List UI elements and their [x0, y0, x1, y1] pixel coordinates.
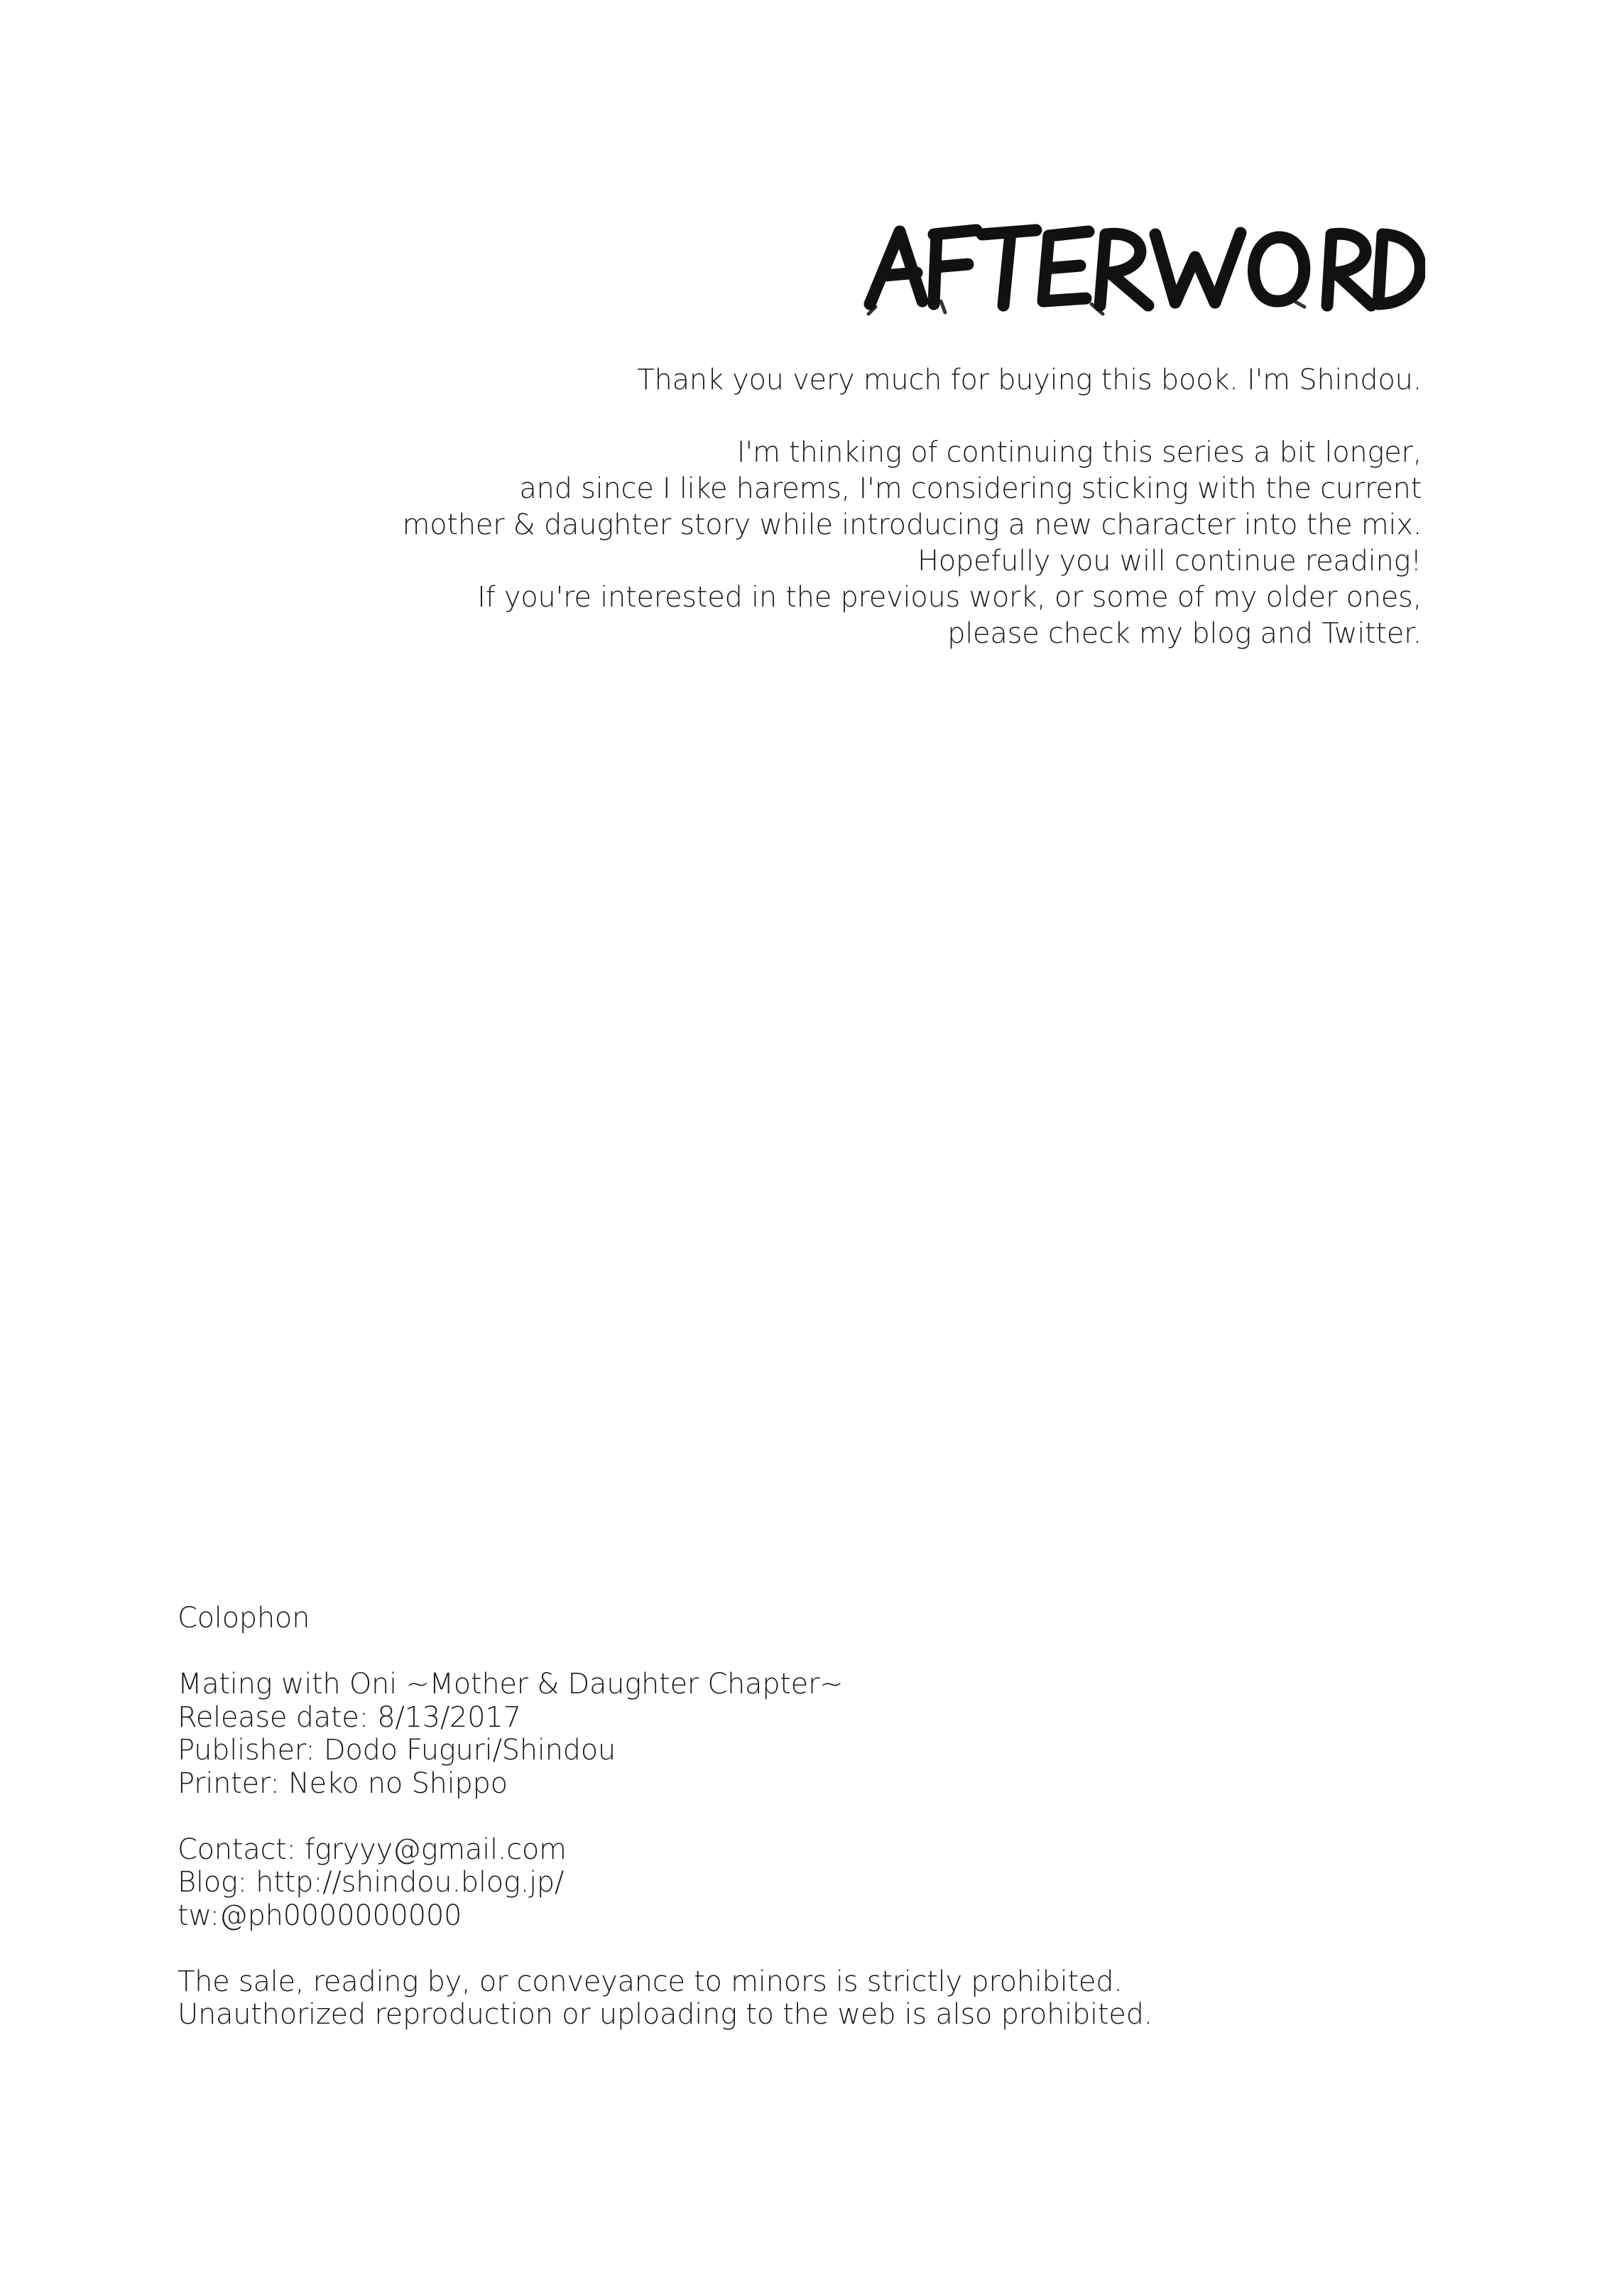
minors-notice: The sale, reading by, or conveyance to minors is strictly prohibited.: [178, 1965, 1123, 1998]
afterword-text: [214, 362, 1422, 652]
blog-url: Blog: http://shindou.blog.jp/: [178, 1866, 565, 1899]
afterword-line: Hopefully you will continue reading!: [917, 545, 1422, 577]
colophon-contact: [178, 1833, 1385, 1933]
afterword-line: please check my blog and Twitter.: [947, 617, 1422, 650]
release-date: Release date: 8/13/2017: [178, 1700, 521, 1734]
colophon-title: Colophon: [178, 1602, 310, 1634]
contact-email: Contact: fgryyy@gmail.com: [178, 1833, 567, 1866]
afterword-line: and since I like harems, I'm considering sticking with the current: [519, 472, 1422, 505]
afterword-line: I'm thinking of continuing this series a bit longer,: [736, 436, 1422, 469]
afterword-greeting: Thank you very much for buying this book. I'm Shindou.: [637, 364, 1422, 396]
twitter-handle: tw:@ph0000000000: [178, 1899, 462, 1932]
afterword-brush-lettering: [857, 213, 1425, 327]
afterword-line: mother & daughter story while introducing a new character into the mix.: [402, 509, 1422, 541]
colophon-notices: [178, 1965, 1385, 2031]
afterword-heading: [857, 213, 1425, 327]
afterword-line: If you're interested in the previous work, or some of my older ones,: [477, 581, 1422, 614]
book-title: Mating with Oni ~Mother & Daughter Chapter~: [178, 1668, 844, 1700]
publisher: Publisher: Dodo Fuguri/Shindou: [178, 1734, 616, 1767]
colophon: [178, 1602, 1385, 2031]
reproduction-notice: Unauthorized reproduction or uploading to the web is also prohibited.: [178, 1998, 1153, 2031]
colophon-book-info: [178, 1668, 1385, 1800]
printer: Printer: Neko no Shippo: [178, 1767, 508, 1800]
